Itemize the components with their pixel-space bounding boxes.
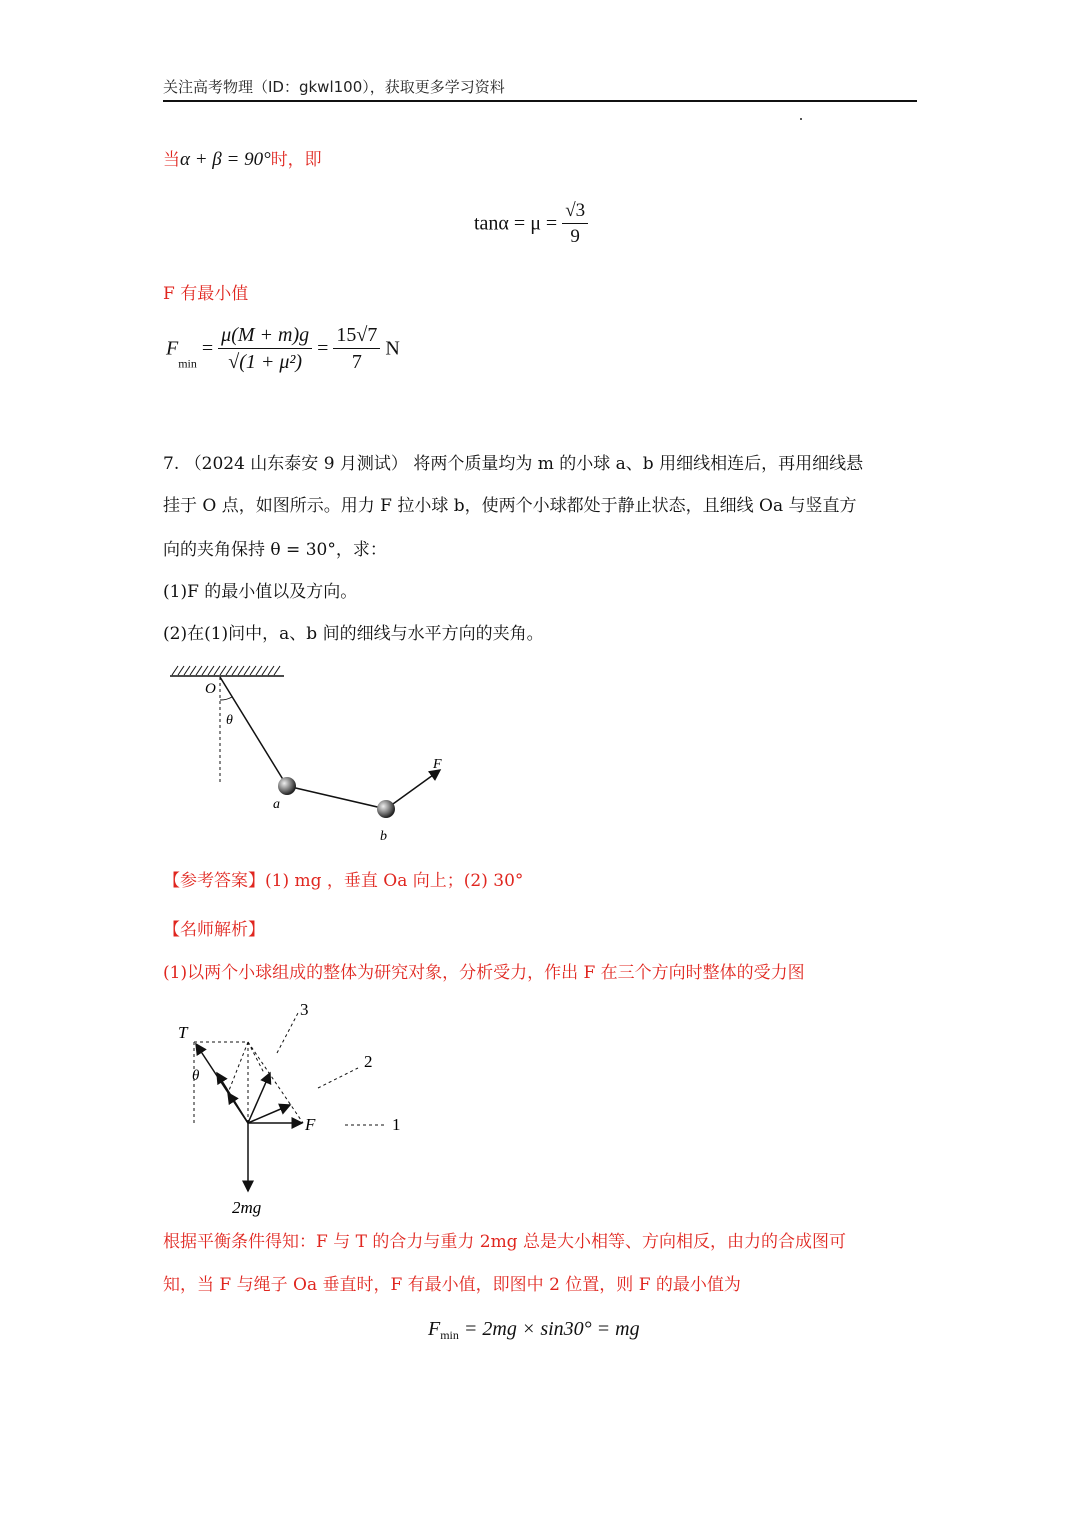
eq1-fraction [562,200,588,248]
question-1: (1)F 的最小值以及方向。 [163,582,358,602]
eq2-denominator: √(1 + μ²) [228,351,303,373]
answer-text: (1) mg ，垂直 Oa 向上；(2) 30° [265,871,524,891]
analysis-label: 【名师解析】 [163,920,265,940]
final-lhs: F [428,1318,441,1340]
condition-line [163,150,322,170]
eq2-numerator2: 15√7 [333,324,380,349]
figure-force-diagram [170,995,420,1225]
label-T: T [178,1023,188,1042]
condition-prefix: 当 [163,150,180,170]
eq2-unit: N [385,337,400,360]
label-2: 2 [364,1052,373,1071]
theta-arc [220,697,232,700]
label-b: b [380,829,387,844]
answer-label: 【参考答案】 [163,871,265,891]
direction-3-line [277,1013,298,1053]
eq2-lhs: F [166,337,179,360]
equation-fmin: $F_{min}$ = $\frac{\mu(M + m)g}{\text{√(1 + μ²)}}$ = $\frac{15√7}{7}$ N [166,324,400,373]
eq1-left: tanα = μ = [474,212,558,235]
header-rule [163,100,917,102]
analysis-line-1: (1)以两个小球组成的整体为研究对象，分析受力，作出 F 在三个方向时整体的受力图 [163,963,805,983]
arrow-T3 [217,1073,248,1123]
figure-two-balls [160,660,460,850]
label-theta: θ [226,713,233,728]
label-2mg: 2mg [232,1198,262,1217]
eq2-lhs-sub: min [178,356,197,371]
string-Oa [220,677,287,786]
final-equation [428,1318,640,1343]
problem-line-3: 向的夹角保持 θ = 30°，求： [163,540,387,560]
label-3: 3 [300,1000,309,1019]
label-a: a [273,797,280,812]
label-O: O [205,681,216,697]
label-F: F [433,757,442,772]
eq1-numerator: √3 [562,200,588,224]
ball-a [278,777,296,795]
page-header: 关注高考物理（ID：gkwl100），获取更多学习资料 [163,78,505,96]
analysis-line-3: 知，当 F 与绳子 Oa 垂直时，F 有最小值，即图中 2 位置，则 F 的最小值为 [163,1275,741,1295]
answer-line [163,871,523,891]
string-ab [287,786,386,809]
condition-suffix: 时，即 [270,150,322,170]
analysis-line-2: 根据平衡条件得知：F 与 T 的合力与重力 2mg 总是大小相等、方向相反，由力的合成图可 [163,1232,846,1252]
direction-2-line [318,1068,358,1088]
condition-math: α + β = 90° [180,149,271,170]
stray-dot [800,118,802,120]
label-theta-2: θ [192,1068,200,1084]
dash-inner-1 [228,1042,248,1093]
eq2-fraction2 [333,324,380,374]
fmin-statement: F 有最小值 [163,284,249,304]
equation-tan [474,200,588,248]
final-rhs: = 2mg × sin30° = mg [463,1318,640,1340]
label-F-2: F [305,1115,316,1134]
eq1-denominator: 9 [570,226,580,247]
eq2-denominator2: 7 [351,351,362,373]
final-sub: min [440,1328,459,1342]
problem-line-2: 挂于 O 点，如图所示。用力 F 拉小球 b，使两个小球都处于静止状态，且细线 Oa 与竖直方 [163,496,857,516]
eq2-fraction [218,324,312,374]
label-1: 1 [392,1115,401,1134]
force-F-arrow [386,770,440,809]
problem-line-1: 7. （2024 山东泰安 9 月测试） 将两个质量均为 m 的小球 a、b 用细线相连后，再用细线悬 [163,454,864,474]
ball-b [377,800,395,818]
question-2: (2)在(1)问中，a、b 间的细线与水平方向的夹角。 [163,624,544,644]
dash-inner-2 [248,1042,264,1073]
eq2-numerator: μ(M + m)g [218,324,312,349]
ceiling-hatch [172,666,280,675]
